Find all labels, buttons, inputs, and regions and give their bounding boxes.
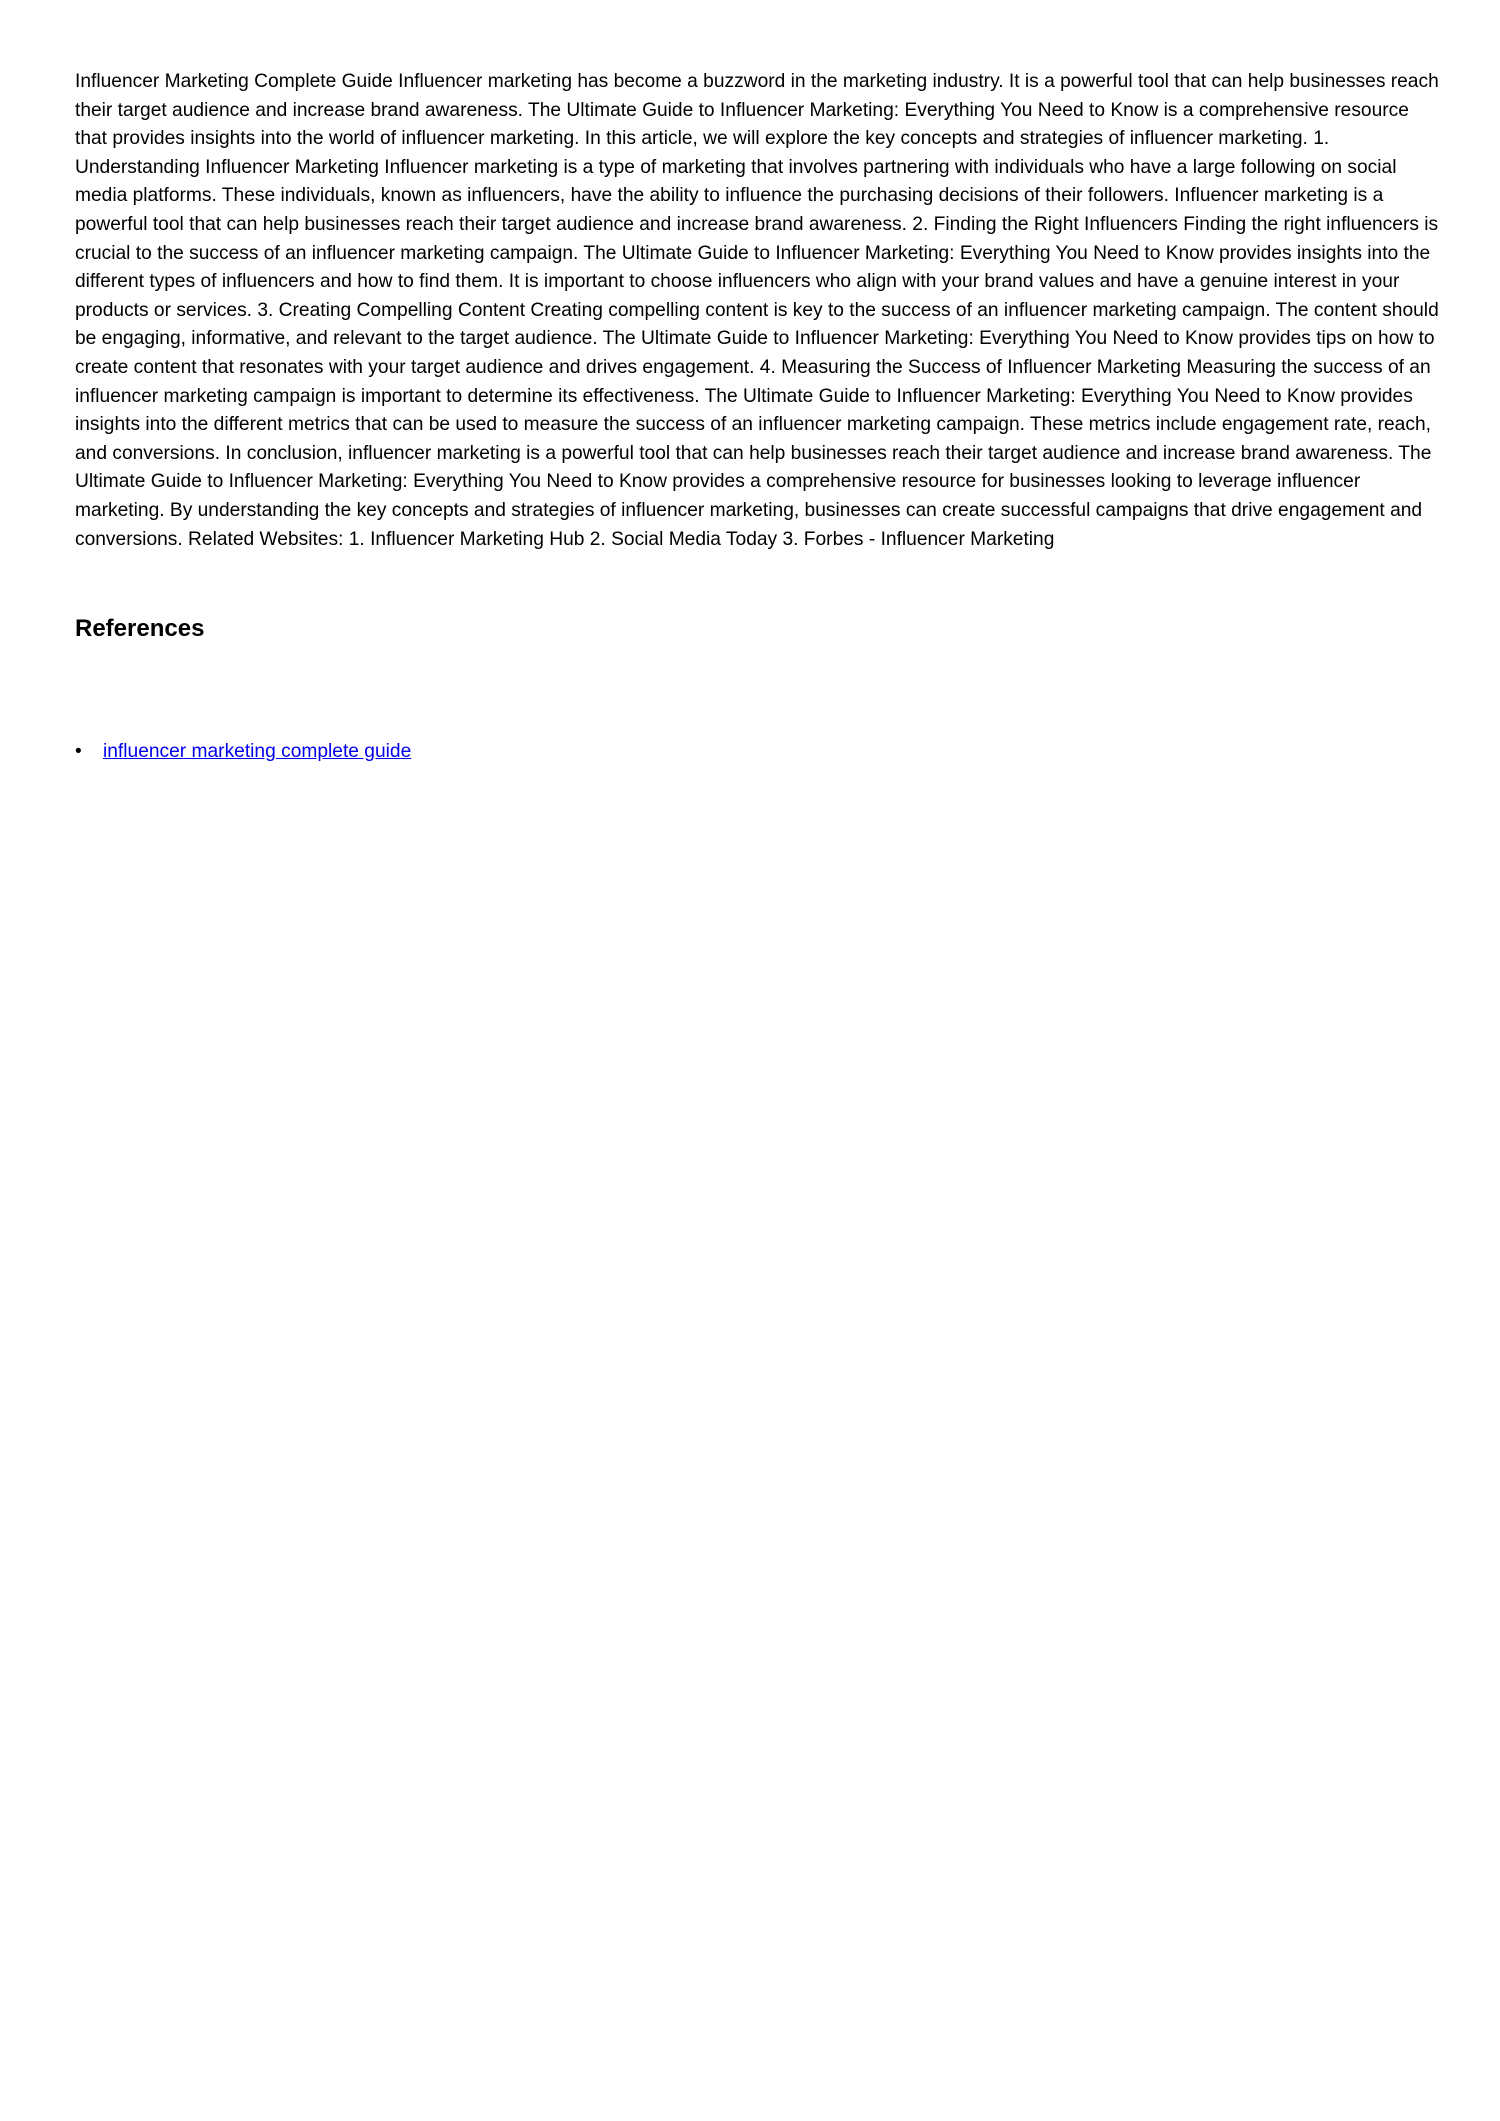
references-heading: References	[75, 615, 205, 643]
article-body: Influencer Marketing Complete Guide Influencer marketing has become a buzzword in the marketing industry. It is a powerful tool that can help businesses reach their target audience and increase brand awareness. The Ultimate Guide to Influencer Marketing: Everything You Need to Know is a comprehensive resource that provides insights into the world of influencer marketing. In this article, we will explore the key concepts and strategies of influencer marketing. 1. Understanding Influencer Marketing Influencer marketing is a type of marketing that involves partnering with individuals who have a large following on social media platforms. These individuals, known as influencers, have the ability to influence the purchasing decisions of their followers. Influencer marketing is a powerful tool that can help businesses reach their target audience and increase brand awareness. 2. Finding the Right Influencers Finding the right influencers is crucial to the success of an influencer marketing campaign. The Ultimate Guide to Influencer Marketing: Everything You Need to Know provides insights into the different types of influencers and how to find them. It is important to choose influencers who align with your brand values and have a genuine interest in your products or services. 3. Creating Compelling Content Creating compelling content is key to the success of an influencer marketing campaign. The content should be engaging, informative, and relevant to the target audience. The Ultimate Guide to Influencer Marketing: Everything You Need to Know provides tips on how to create content that resonates with your target audience and drives engagement. 4. Measuring the Success of Influencer Marketing Measuring the success of an influencer marketing campaign is important to determine its effectiveness. The Ultimate Guide to Influencer Marketing: Everything You Need to Know provides insights into the different metrics that can be used to measure the success of an influencer marketing campaign. These metrics include engagement rate, reach, and conversions. In conclusion, influencer marketing is a powerful tool that can help businesses reach their target audience and increase brand awareness. The Ultimate Guide to Influencer Marketing: Everything You Need to Know provides a comprehensive resource for businesses looking to leverage influencer marketing. By understanding the key concepts and strategies of influencer marketing, businesses can create successful campaigns that drive engagement and conversions. Related Websites: 1. Influencer Marketing Hub 2. Social Media Today 3. Forbes - Influencer Marketing	[75, 71, 1439, 550]
list-item	[75, 738, 411, 766]
document-page	[75, 68, 1440, 762]
references-list	[75, 738, 411, 766]
bullet-icon: •	[75, 741, 82, 762]
reference-link[interactable]: influencer marketing complete guide	[103, 741, 412, 762]
